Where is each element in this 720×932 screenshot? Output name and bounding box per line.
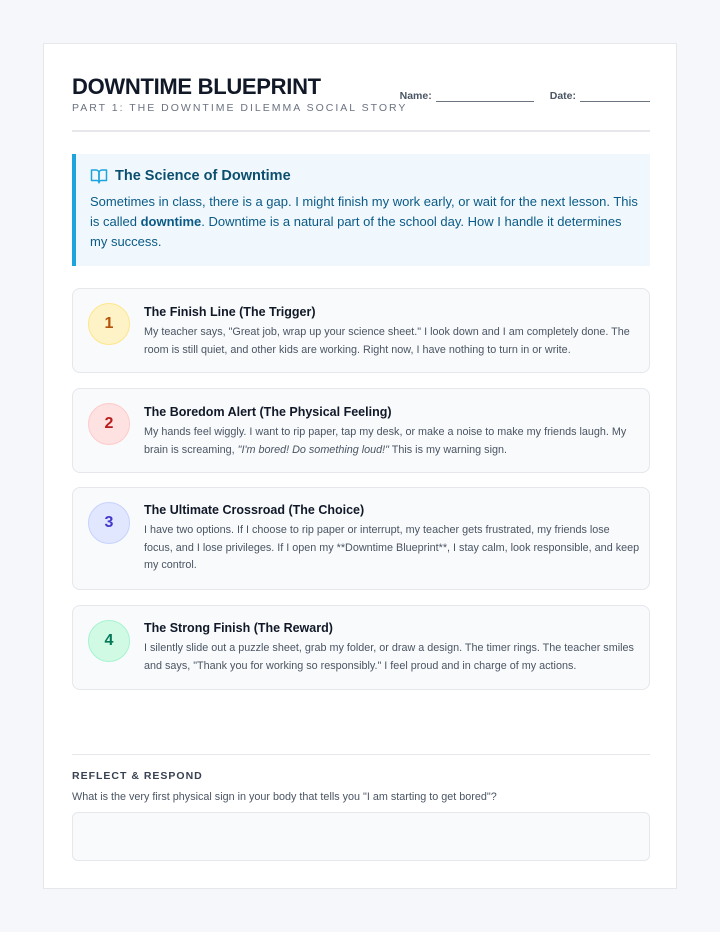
step-number: 4 [104,632,114,649]
worksheet-header [72,74,650,132]
step-title: The Boredom Alert (The Physical Feeling) [144,405,392,419]
step-title: The Finish Line (The Trigger) [144,305,316,319]
date-label: Date: [549,90,576,102]
name-date-fields [400,90,650,102]
step-card-3 [72,487,650,590]
step-card-4 [72,605,650,690]
date-field[interactable] [580,90,650,102]
step-number-badge [88,620,130,662]
name-field[interactable] [436,90,534,102]
science-body-text-end: . Downtime is a natural part of the school day. How I handle it determines my success. [90,214,622,249]
reflect-divider [72,754,650,755]
step-body: I have two options. If I choose to rip paper or interrupt, my teacher gets frustrated, my friends lose focus, and I lose privileges. If I open my **Downtime Blueprint**, I stay calm, look responsible, and keep my control. [144,524,640,571]
page-subtitle: PART 1: THE DOWNTIME DILEMMA SOCIAL STORY [72,102,408,114]
step-number-badge [88,303,130,345]
step-number-badge [88,502,130,544]
science-body-text: Sometimes in class, there is a gap. I might finish my work early, or wait for the next lesson. This is called [90,194,638,229]
science-title: The Science of Downtime [115,168,291,184]
step-card-1 [72,288,650,373]
science-callout [72,154,650,266]
step-number: 2 [104,415,114,432]
step-body-text: My hands feel wiggly. I want to rip paper, tap my desk, or make a noise to make my friends laugh. My brain is screaming, [144,426,627,456]
step-body [144,424,640,459]
step-number-badge [88,403,130,445]
book-open-icon [90,168,108,184]
reflect-heading: REFLECT & RESPOND [72,770,203,782]
step-body-text-end: This is my warning sign. [388,443,507,456]
name-label: Name: [399,90,432,102]
step-card-2 [72,388,650,473]
reflect-answer-box[interactable] [72,812,650,861]
science-body [90,192,640,252]
page-title: DOWNTIME BLUEPRINT [72,74,321,99]
reflect-question: What is the very first physical sign in your body that tells you "I am starting to get bored"? [72,791,497,803]
step-number: 1 [104,315,114,332]
science-heading [90,168,291,184]
step-body: I silently slide out a puzzle sheet, grab my folder, or draw a design. The timer rings. The teacher smiles and says, "Thank you for working so responsibly." I feel proud and in charge of my actions. [144,642,634,672]
step-title: The Ultimate Crossroad (The Choice) [144,503,365,517]
science-body-keyword: downtime [140,214,202,229]
step-body: My teacher says, "Great job, wrap up your science sheet." I look down and I am completely done. The room is still quiet, and other kids are working. Right now, I have nothing to turn in or write. [144,326,630,356]
step-number: 3 [104,514,114,531]
step-title: The Strong Finish (The Reward) [144,621,333,635]
worksheet-page [43,43,677,889]
step-body-quote: "I'm bored! Do something loud!" [237,443,389,456]
